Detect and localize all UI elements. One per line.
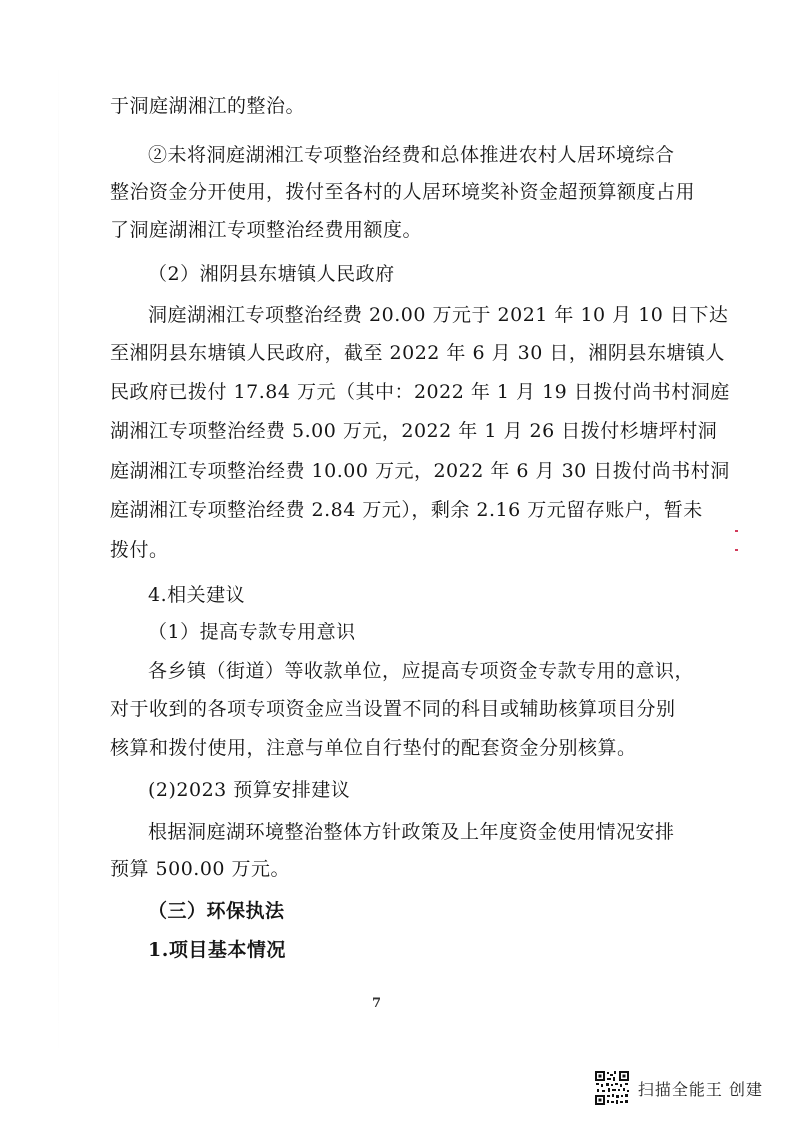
section-heading: 4.相关建议 [148, 584, 246, 606]
paragraph-line: 各乡镇（街道）等收款单位，应提高专项资金专款专用的意识， [148, 660, 695, 682]
scanner-label: 扫描全能王 创建 [637, 1079, 763, 1099]
page-number: 7 [372, 996, 382, 1011]
paragraph-line: ②未将洞庭湖湘江专项整治经费和总体推进农村人居环境综合 [148, 144, 675, 166]
paragraph-line: 民政府已拨付 17.84 万元（其中：2022 年 1 月 19 日拨付尚书村洞庭 [110, 381, 730, 403]
subsection-heading: （1）提高专款专用意识 [148, 621, 356, 643]
scan-mark [735, 549, 738, 551]
paragraph-line: 拨付。 [110, 539, 169, 561]
subsection-heading: （2）湘阴县东塘镇人民政府 [148, 263, 395, 285]
paragraph-line: 湖湘江专项整治经费 5.00 万元，2022 年 1 月 26 日拨付杉塘坪村洞 [110, 420, 718, 442]
paragraph-line: 于洞庭湖湘江的整治。 [110, 95, 306, 117]
qr-code-icon [594, 1070, 630, 1106]
paragraph-line: 对于收到的各项专项资金应当设置不同的科目或辅助核算项目分别 [110, 698, 676, 720]
paragraph-line: 核算和拨付使用，注意与单位自行垫付的配套资金分别核算。 [110, 737, 637, 759]
paragraph-line: 了洞庭湖湘江专项整治经费用额度。 [110, 219, 423, 241]
subsection-heading: (2)2023 预算安排建议 [148, 779, 351, 801]
paragraph-line: 庭湖湘江专项整治经费 2.84 万元），剩余 2.16 万元留存账户，暂未 [110, 499, 703, 521]
paragraph-line: 根据洞庭湖环境整治整体方针政策及上年度资金使用情况安排 [148, 821, 675, 843]
scanner-watermark [594, 1066, 763, 1110]
paragraph-line: 预算 500.00 万元。 [110, 858, 291, 880]
paragraph-line: 整治资金分开使用，拨付至各村的人居环境奖补资金超预算额度占用 [110, 181, 696, 203]
scan-mark [735, 530, 738, 532]
paragraph-line: 洞庭湖湘江专项整治经费 20.00 万元于 2021 年 10 月 10 日下达 [148, 304, 729, 326]
section-heading: 1.项目基本情况 [148, 939, 286, 961]
paragraph-line: 庭湖湘江专项整治经费 10.00 万元，2022 年 6 月 30 日拨付尚书村洞 [110, 460, 730, 482]
section-heading: （三）环保执法 [148, 900, 285, 922]
scan-edge-shadow [58, 60, 59, 1060]
paragraph-line: 至湘阴县东塘镇人民政府，截至 2022 年 6 月 30 日，湘阴县东塘镇人 [110, 342, 725, 364]
